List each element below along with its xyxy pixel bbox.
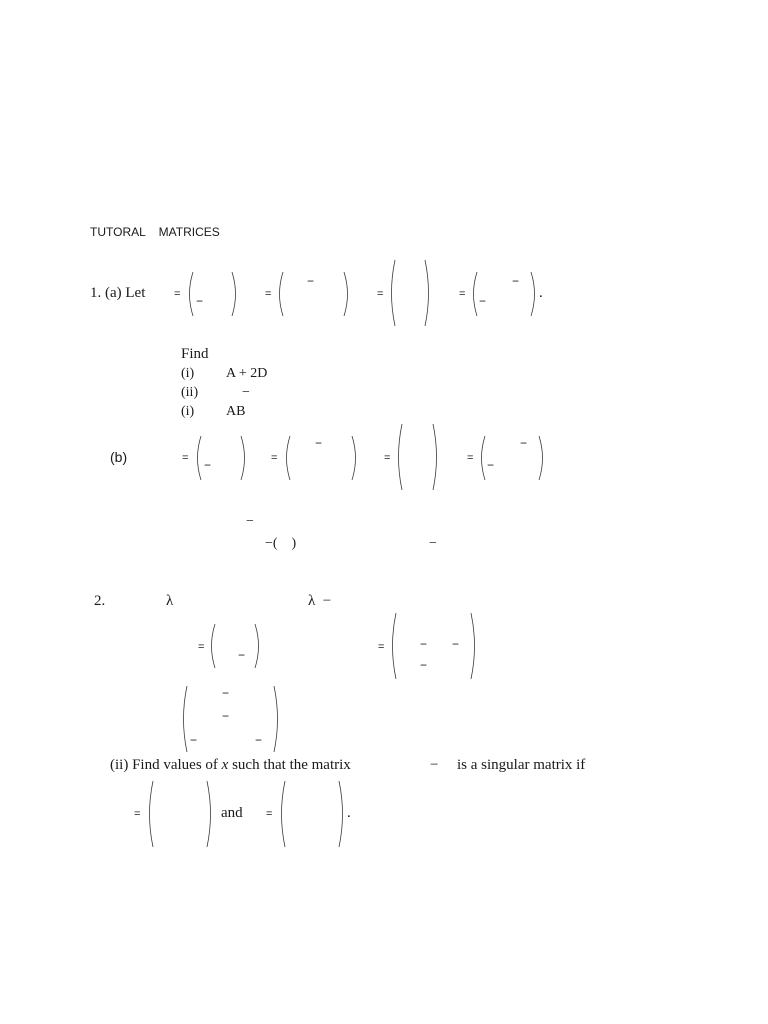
q2-ii-sentence bbox=[110, 757, 351, 774]
left-paren bbox=[186, 272, 194, 316]
right-paren bbox=[470, 613, 478, 679]
right-paren bbox=[343, 272, 351, 316]
equals-sign: = bbox=[378, 641, 385, 653]
item-text: AB bbox=[226, 404, 246, 419]
q2-ii-text: such that the matrix bbox=[228, 757, 351, 773]
period: . bbox=[347, 805, 351, 821]
left-paren bbox=[389, 613, 397, 679]
matrix-entry-minus: − bbox=[196, 294, 204, 308]
right-paren bbox=[273, 686, 281, 752]
matrix-entry-minus: − bbox=[255, 733, 263, 747]
matrix-entry-minus: − bbox=[222, 686, 230, 700]
matrix-entry-minus: − bbox=[315, 436, 323, 450]
right-paren bbox=[338, 781, 346, 847]
right-paren bbox=[538, 436, 546, 480]
left-paren bbox=[194, 436, 202, 480]
right-paren bbox=[231, 272, 239, 316]
equals-sign: = bbox=[384, 452, 391, 464]
matrix-entry-minus: − bbox=[487, 458, 495, 472]
equals-sign: = bbox=[182, 452, 189, 464]
left-paren bbox=[470, 272, 478, 316]
left-paren bbox=[395, 424, 403, 490]
matrix-entry-minus: − bbox=[190, 733, 198, 747]
matrix-entry-minus: − bbox=[307, 274, 315, 288]
q1-label: 1. (a) Let bbox=[90, 285, 146, 301]
right-paren bbox=[240, 436, 248, 480]
expr-paren-minus: −( ) bbox=[265, 536, 297, 551]
item-number: (i) bbox=[181, 366, 195, 381]
expr-minus: − bbox=[246, 514, 254, 529]
left-paren bbox=[208, 624, 216, 668]
item-text: − bbox=[242, 385, 250, 400]
and-word: and bbox=[221, 805, 243, 821]
find-label: Find bbox=[181, 346, 209, 362]
right-paren bbox=[424, 260, 432, 326]
matrix-entry-minus: − bbox=[452, 637, 460, 651]
matrix-entry-minus: − bbox=[512, 274, 520, 288]
period: . bbox=[539, 285, 543, 301]
page-title: TUTORAL MATRICES bbox=[90, 225, 220, 239]
equals-sign: = bbox=[377, 288, 384, 300]
matrix-entry-minus: − bbox=[420, 637, 428, 651]
variable-x: x bbox=[221, 757, 229, 773]
equals-sign: = bbox=[467, 452, 474, 464]
item-number: (i) bbox=[181, 404, 195, 419]
equals-sign: = bbox=[265, 288, 272, 300]
right-paren bbox=[206, 781, 214, 847]
q2-label: 2. bbox=[94, 593, 106, 609]
matrix-entry-minus: − bbox=[479, 294, 487, 308]
matrix-entry-minus: − bbox=[420, 658, 428, 672]
left-paren bbox=[478, 436, 486, 480]
right-paren bbox=[432, 424, 440, 490]
item-text: A + 2D bbox=[226, 366, 268, 381]
matrix-entry-minus: − bbox=[204, 458, 212, 472]
matrix-entry-minus: − bbox=[238, 648, 246, 662]
equals-sign: = bbox=[459, 288, 466, 300]
equals-sign: = bbox=[198, 641, 205, 653]
left-paren bbox=[283, 436, 291, 480]
matrix-entry-minus: − bbox=[520, 436, 528, 450]
left-paren bbox=[278, 781, 286, 847]
q1b-label: (b) bbox=[110, 449, 128, 465]
expr-minus: − bbox=[429, 536, 437, 551]
item-number: (ii) bbox=[181, 385, 199, 400]
equals-sign: = bbox=[174, 288, 181, 300]
lambda-minus: λ − bbox=[308, 593, 332, 609]
equals-sign: = bbox=[266, 808, 273, 820]
matrix-entry-minus: − bbox=[222, 709, 230, 723]
right-paren bbox=[530, 272, 538, 316]
q2-ii-minus: − bbox=[430, 757, 439, 773]
right-paren bbox=[254, 624, 262, 668]
q2-ii-text: is a singular matrix if bbox=[457, 757, 586, 773]
left-paren bbox=[276, 272, 284, 316]
equals-sign: = bbox=[134, 808, 141, 820]
q2-ii-text: (ii) Find values of bbox=[110, 757, 222, 773]
left-paren bbox=[388, 260, 396, 326]
right-paren bbox=[351, 436, 359, 480]
equals-sign: = bbox=[271, 452, 278, 464]
lambda-symbol: λ bbox=[166, 593, 174, 609]
left-paren bbox=[146, 781, 154, 847]
left-paren bbox=[180, 686, 188, 752]
